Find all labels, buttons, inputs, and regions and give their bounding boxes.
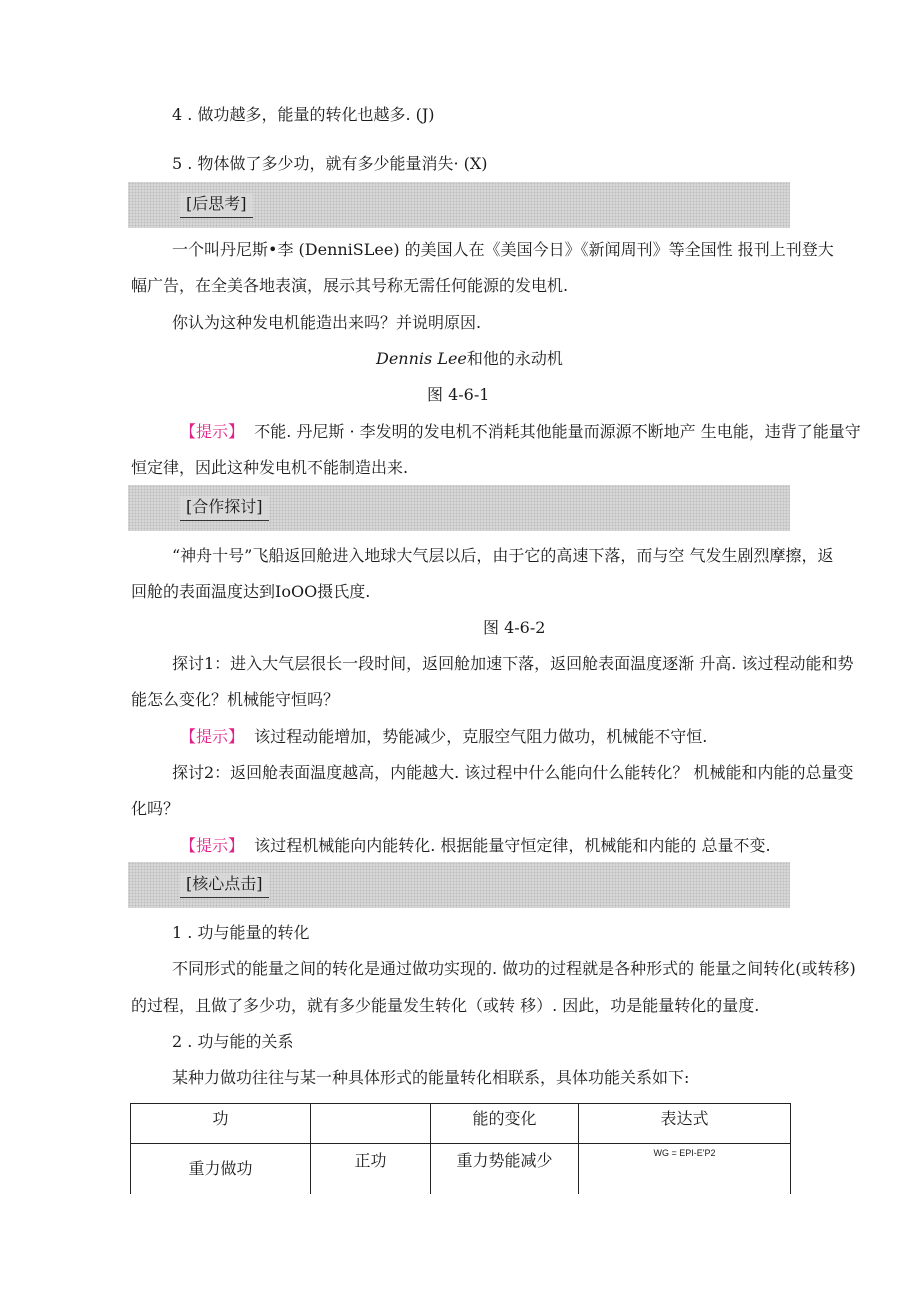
table-cell: 正功 <box>311 1144 431 1195</box>
hint-text: 该过程机械能向内能转化. 根据能量守恒定律，机械能和内能的 总量不变. <box>254 836 771 855</box>
table-header-cell <box>311 1104 431 1144</box>
core-paragraph-1-line2: 的过程，且做了多少功，就有多少能量发生转化（或转 移）. 因此，功是能量转化的量度. <box>131 996 760 1015</box>
hint-label: 【提示】 <box>180 727 245 746</box>
discussion-question-1-line1: 探讨1：进入大气层很长一段时间，返回舱加速下落，返回舱表面温度逐渐 升高. 该过程动能和势 <box>172 654 854 673</box>
table-cell: 重力势能减少 <box>431 1144 579 1195</box>
table-header-cell: 表达式 <box>579 1104 791 1144</box>
section-band-core-points <box>128 862 790 908</box>
table-header-cell: 功 <box>131 1104 311 1144</box>
reflection-paragraph-line1: 一个叫丹尼斯•李 (DenniSLee) 的美国人在《美国今日》《新闻周刊》等全国性 报刊上刊登大 <box>172 240 834 259</box>
discussion-paragraph-line2: 回舱的表面温度达到IoOO摄氏度. <box>131 582 371 601</box>
core-heading-2: 2 . 功与能的关系 <box>172 1032 294 1051</box>
hint-label: 【提示】 <box>180 422 245 441</box>
hint-paragraph-1-line2: 恒定律，因此这种发电机不能制造出来. <box>131 458 409 477</box>
statement-5: 5 . 物体做了多少功，就有多少能量消失· (X) <box>172 154 488 173</box>
section-band-cooperative-discussion <box>128 485 790 531</box>
caption-name: Dennis Lee <box>376 349 467 368</box>
reflection-question: 你认为这种发电机能造出来吗？并说明原因. <box>172 313 482 332</box>
discussion-question-1-line2: 能怎么变化？机械能守恒吗？ <box>131 690 340 709</box>
hint-paragraph-3 <box>180 835 771 857</box>
discussion-paragraph-line1: “神舟十号”飞船返回舱进入地球大气层以后，由于它的高速下落，而与空 气发生剧烈摩擦，返 <box>172 546 834 565</box>
table-row <box>131 1144 791 1195</box>
hint-text: 不能. 丹尼斯 · 李发明的发电机不消耗其他能量而源源不断地产 生电能，违背了能量守 <box>254 422 861 441</box>
figure-number-1: 图 4-6-1 <box>427 385 490 404</box>
core-paragraph-1-line1: 不同形式的能量之间的转化是通过做功实现的. 做功的过程就是各种形式的 能量之间转化(或转移) <box>172 959 856 978</box>
work-energy-table <box>130 1103 791 1194</box>
section-title-reflection: [后思考] <box>180 193 253 218</box>
section-band-reflection <box>128 182 790 228</box>
core-paragraph-2: 某种力做功往往与某一种具体形式的能量转化相联系，具体功能关系如下: <box>172 1068 690 1087</box>
table-header-row <box>131 1104 791 1144</box>
table-cell: WG = EPI-E'P2 <box>579 1144 791 1195</box>
section-title-core-points: [核心点击] <box>180 873 269 898</box>
figure-number-2: 图 4-6-2 <box>483 618 546 637</box>
statement-4: 4 . 做功越多，能量的转化也越多. (J) <box>172 105 435 124</box>
hint-paragraph-1 <box>180 421 861 443</box>
caption-text: 和他的永动机 <box>466 349 563 368</box>
table-header-cell: 能的变化 <box>431 1104 579 1144</box>
hint-paragraph-2 <box>180 726 707 748</box>
reflection-paragraph-line2: 幅广告，在全美各地表演，展示其号称无需任何能源的发电机. <box>131 276 569 295</box>
figure-caption-dennis-lee <box>376 348 563 370</box>
discussion-question-2-line2: 化吗？ <box>131 799 180 818</box>
hint-label: 【提示】 <box>180 836 245 855</box>
core-heading-1: 1 . 功与能量的转化 <box>172 923 310 942</box>
table-cell: 重力做功 <box>131 1144 311 1195</box>
section-title-cooperative-discussion: [合作探讨] <box>180 496 269 521</box>
discussion-question-2-line1: 探讨2：返回舱表面温度越高，内能越大. 该过程中什么能向什么能转化？ 机械能和内能的总量变 <box>172 763 854 782</box>
hint-text: 该过程动能增加，势能减少，克服空气阻力做功，机械能不守恒. <box>254 727 708 746</box>
